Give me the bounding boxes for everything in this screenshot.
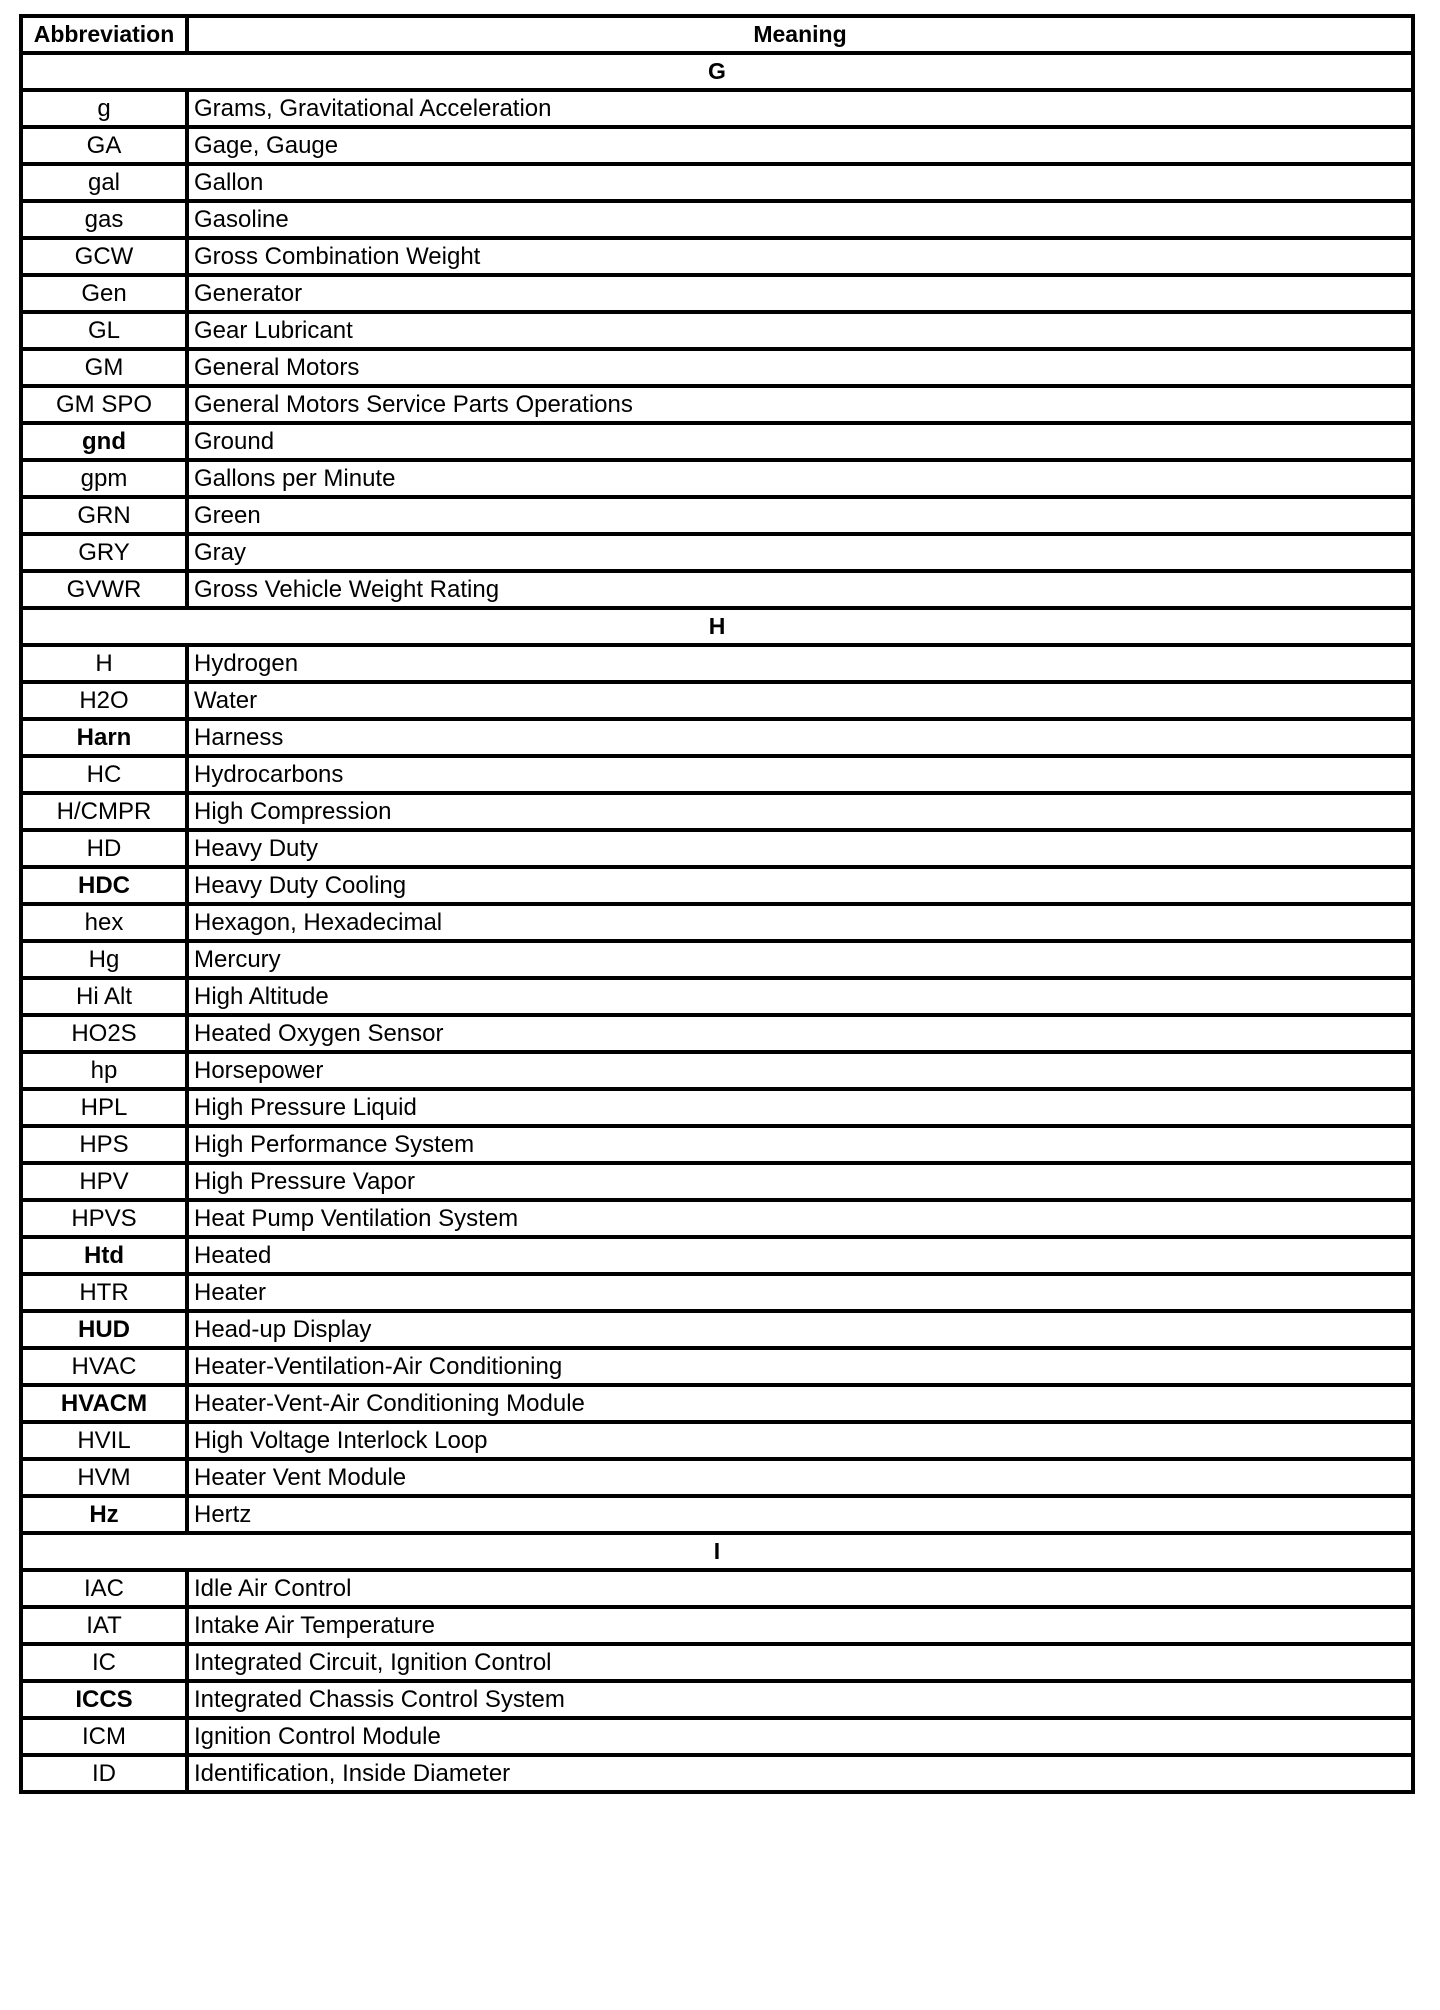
abbreviation-cell: HC (21, 756, 187, 793)
abbreviation-cell: HO2S (21, 1015, 187, 1052)
abbreviation-cell: GM SPO (21, 386, 187, 423)
table-row (21, 1274, 1413, 1311)
abbreviation-cell: ICM (21, 1718, 187, 1755)
table-row (21, 978, 1413, 1015)
abbreviation-cell: ID (21, 1755, 187, 1792)
section-letter: G (21, 53, 1413, 90)
meaning-cell: High Compression (187, 793, 1413, 830)
meaning-cell: Ground (187, 423, 1413, 460)
table-row (21, 1644, 1413, 1681)
table-row (21, 1200, 1413, 1237)
abbreviation-cell: Harn (21, 719, 187, 756)
table-row (21, 1496, 1413, 1533)
abbreviation-cell: GA (21, 127, 187, 164)
abbreviation-cell: Hi Alt (21, 978, 187, 1015)
table-row (21, 1163, 1413, 1200)
table-row (21, 1681, 1413, 1718)
table-row (21, 1052, 1413, 1089)
abbreviation-cell: HPS (21, 1126, 187, 1163)
meaning-cell: Heater (187, 1274, 1413, 1311)
abbreviation-cell: gal (21, 164, 187, 201)
meaning-cell: Gage, Gauge (187, 127, 1413, 164)
section-letter: H (21, 608, 1413, 645)
meaning-cell: General Motors (187, 349, 1413, 386)
abbreviation-cell: GCW (21, 238, 187, 275)
meaning-cell: High Altitude (187, 978, 1413, 1015)
meaning-cell: Heavy Duty Cooling (187, 867, 1413, 904)
meaning-cell: High Pressure Vapor (187, 1163, 1413, 1200)
table-row (21, 571, 1413, 608)
meaning-cell: Heated (187, 1237, 1413, 1274)
meaning-cell: Gallon (187, 164, 1413, 201)
table-row (21, 1126, 1413, 1163)
table-row (21, 1015, 1413, 1052)
abbreviation-cell: H (21, 645, 187, 682)
meaning-cell: Ignition Control Module (187, 1718, 1413, 1755)
meaning-cell: Harness (187, 719, 1413, 756)
abbreviation-cell: GL (21, 312, 187, 349)
table-row (21, 90, 1413, 127)
table-row (21, 756, 1413, 793)
abbreviation-cell: GRY (21, 534, 187, 571)
table-row (21, 941, 1413, 978)
table-row (21, 164, 1413, 201)
table-row (21, 534, 1413, 571)
meaning-cell: Gallons per Minute (187, 460, 1413, 497)
table-row (21, 830, 1413, 867)
meaning-cell: Horsepower (187, 1052, 1413, 1089)
abbreviation-cell: gas (21, 201, 187, 238)
table-row (21, 867, 1413, 904)
abbreviation-cell: HDC (21, 867, 187, 904)
meaning-cell: Mercury (187, 941, 1413, 978)
meaning-cell: Hertz (187, 1496, 1413, 1533)
meaning-cell: Heated Oxygen Sensor (187, 1015, 1413, 1052)
meaning-column-header: Meaning (187, 16, 1413, 53)
abbreviation-cell: HVAC (21, 1348, 187, 1385)
table-row (21, 1422, 1413, 1459)
table-row (21, 386, 1413, 423)
meaning-cell: Green (187, 497, 1413, 534)
table-row (21, 645, 1413, 682)
header-row (21, 16, 1413, 53)
table-row (21, 1348, 1413, 1385)
meaning-cell: Hexagon, Hexadecimal (187, 904, 1413, 941)
meaning-cell: High Voltage Interlock Loop (187, 1422, 1413, 1459)
meaning-cell: General Motors Service Parts Operations (187, 386, 1413, 423)
abbreviation-cell: Hg (21, 941, 187, 978)
table-row (21, 127, 1413, 164)
abbreviation-cell: ICCS (21, 1681, 187, 1718)
meaning-cell: Heavy Duty (187, 830, 1413, 867)
abbreviation-cell: IC (21, 1644, 187, 1681)
meaning-cell: Gasoline (187, 201, 1413, 238)
table-row (21, 1089, 1413, 1126)
abbreviation-cell: H2O (21, 682, 187, 719)
meaning-cell: High Performance System (187, 1126, 1413, 1163)
meaning-cell: Gray (187, 534, 1413, 571)
meaning-cell: Hydrogen (187, 645, 1413, 682)
table-row (21, 1385, 1413, 1422)
meaning-cell: Idle Air Control (187, 1570, 1413, 1607)
abbreviation-table (19, 14, 1415, 1794)
abbreviation-cell: Gen (21, 275, 187, 312)
table-row (21, 682, 1413, 719)
abbreviation-cell: gpm (21, 460, 187, 497)
abbreviation-cell: gnd (21, 423, 187, 460)
meaning-cell: Head-up Display (187, 1311, 1413, 1348)
abbreviation-cell: IAC (21, 1570, 187, 1607)
meaning-cell: Heat Pump Ventilation System (187, 1200, 1413, 1237)
abbreviation-cell: g (21, 90, 187, 127)
meaning-cell: Generator (187, 275, 1413, 312)
table-row (21, 497, 1413, 534)
section-row (21, 53, 1413, 90)
meaning-cell: Integrated Circuit, Ignition Control (187, 1644, 1413, 1681)
abbreviation-cell: IAT (21, 1607, 187, 1644)
abbreviation-cell: GVWR (21, 571, 187, 608)
table-row (21, 312, 1413, 349)
abbreviation-cell: GM (21, 349, 187, 386)
meaning-cell: Hydrocarbons (187, 756, 1413, 793)
abbreviation-cell: HVM (21, 1459, 187, 1496)
table-row (21, 1718, 1413, 1755)
section-row (21, 1533, 1413, 1570)
abbreviation-cell: HTR (21, 1274, 187, 1311)
abbreviation-cell: HD (21, 830, 187, 867)
meaning-cell: Water (187, 682, 1413, 719)
abbreviation-cell: hp (21, 1052, 187, 1089)
table-row (21, 1570, 1413, 1607)
section-letter: I (21, 1533, 1413, 1570)
table-row (21, 201, 1413, 238)
abbreviation-cell: HUD (21, 1311, 187, 1348)
abbreviation-cell: H/CMPR (21, 793, 187, 830)
abbreviation-column-header: Abbreviation (21, 16, 187, 53)
table-row (21, 423, 1413, 460)
table-row (21, 275, 1413, 312)
table-row (21, 904, 1413, 941)
table-row (21, 460, 1413, 497)
meaning-cell: Heater-Vent-Air Conditioning Module (187, 1385, 1413, 1422)
table-row (21, 1311, 1413, 1348)
abbreviation-cell: GRN (21, 497, 187, 534)
table-row (21, 793, 1413, 830)
abbreviation-cell: hex (21, 904, 187, 941)
abbreviation-cell: HPL (21, 1089, 187, 1126)
table-row (21, 1607, 1413, 1644)
abbreviation-cell: HPVS (21, 1200, 187, 1237)
meaning-cell: Gear Lubricant (187, 312, 1413, 349)
table-row (21, 1459, 1413, 1496)
table-row (21, 238, 1413, 275)
meaning-cell: High Pressure Liquid (187, 1089, 1413, 1126)
abbreviation-cell: Htd (21, 1237, 187, 1274)
meaning-cell: Gross Vehicle Weight Rating (187, 571, 1413, 608)
meaning-cell: Heater-Ventilation-Air Conditioning (187, 1348, 1413, 1385)
meaning-cell: Intake Air Temperature (187, 1607, 1413, 1644)
table-row (21, 1755, 1413, 1792)
meaning-cell: Grams, Gravitational Acceleration (187, 90, 1413, 127)
table-row (21, 1237, 1413, 1274)
meaning-cell: Heater Vent Module (187, 1459, 1413, 1496)
table-row (21, 349, 1413, 386)
meaning-cell: Identification, Inside Diameter (187, 1755, 1413, 1792)
abbreviation-cell: HVACM (21, 1385, 187, 1422)
section-row (21, 608, 1413, 645)
table-body (21, 53, 1413, 1792)
abbreviation-cell: Hz (21, 1496, 187, 1533)
abbreviation-cell: HVIL (21, 1422, 187, 1459)
abbreviation-cell: HPV (21, 1163, 187, 1200)
meaning-cell: Integrated Chassis Control System (187, 1681, 1413, 1718)
meaning-cell: Gross Combination Weight (187, 238, 1413, 275)
table-row (21, 719, 1413, 756)
